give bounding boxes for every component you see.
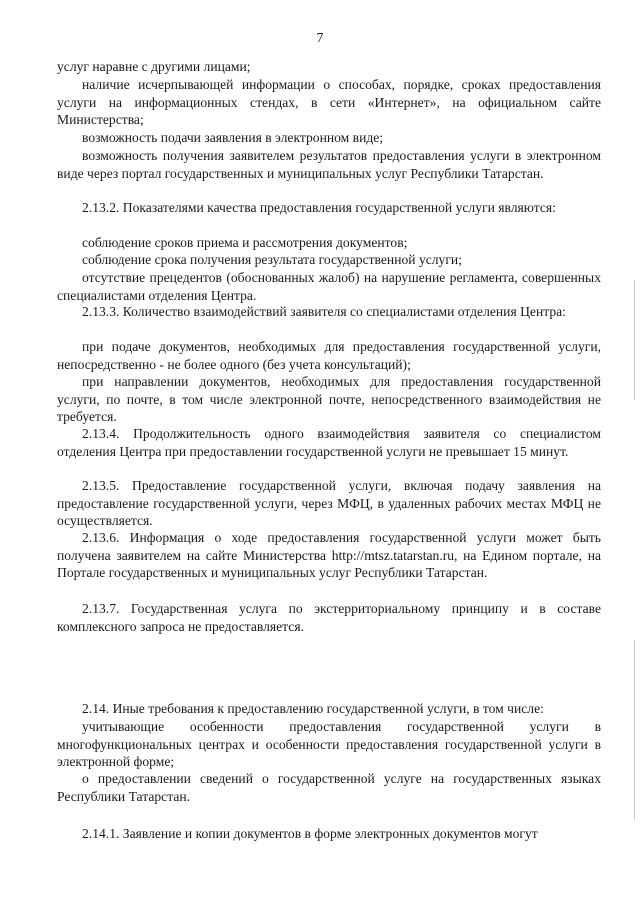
paragraph-15: 2.13.7. Государственная услуга по экстерриториальному принципу и в составе комплексного запроса не предоставляется. bbox=[57, 601, 601, 634]
paragraph-1: услуг наравне с другими лицами; bbox=[57, 59, 251, 74]
paragraph-16: 2.14. Иные требования к предоставлению государственной услуги, в том числе: bbox=[82, 701, 544, 716]
paragraph-18: о предоставлении сведений о государственной услуге на государственных языках Республики Татарстан. bbox=[57, 771, 601, 804]
paragraph-10: при подаче документов, необходимых для предоставления государственной услуги, непосредственно - не более одного (без учета консультаций); bbox=[57, 339, 601, 372]
page-number: 7 bbox=[316, 31, 324, 46]
paragraph-19: 2.14.1. Заявление и копии документов в форме электронных документов могут bbox=[82, 826, 538, 841]
scan-artifact-line bbox=[634, 640, 635, 820]
paragraph-7: соблюдение срока получения результата государственной услуги; bbox=[82, 252, 462, 267]
paragraph-3: возможность подачи заявления в электронном виде; bbox=[82, 130, 384, 145]
paragraph-17: учитывающие особенности предоставления государственной услуги в многофункциональных центрах и особенности предоставления государственной услуги в электронной форме; bbox=[57, 719, 601, 770]
paragraph-12: 2.13.4. Продолжительность одного взаимодействия заявителя со специалистом отделения Центра при предоставлении государственной услуги не превышает 15 минут. bbox=[57, 426, 601, 459]
paragraph-6: соблюдение сроков приема и рассмотрения документов; bbox=[82, 235, 408, 250]
paragraph-11: при направлении документов, необходимых для предоставления государственной услуги, по почте, в том числе электронной почте, непосредственного взаимодействия не требуется. bbox=[57, 374, 601, 425]
paragraph-2: наличие исчерпывающей информации о способах, порядке, сроках предоставления услуги на информационных стендах, в сети «Интернет», на официальном сайте Министерства; bbox=[57, 77, 601, 128]
paragraph-13: 2.13.5. Предоставление государственной услуги, включая подачу заявления на предоставление государственной услуги, через МФЦ, в удаленных рабочих местах МФЦ не осуществляется. bbox=[57, 478, 601, 529]
paragraph-4: возможность получения заявителем результатов предоставления услуги в электронном виде через портал государственных и муниципальных услуг Республики Татарстан. bbox=[57, 148, 601, 181]
paragraph-5: 2.13.2. Показателями качества предоставления государственной услуги являются: bbox=[82, 200, 556, 215]
paragraph-8: отсутствие прецедентов (обоснованных жалоб) на нарушение регламента, совершенных специалистами отделения Центра. bbox=[57, 270, 601, 303]
paragraph-14: 2.13.6. Информация о ходе предоставления государственной услуги может быть получена заявителем на сайте Министерства http://mtsz.tatarstan.ru, на Едином портале, на Портале государственных и муниципальных услуг Республики Татарстан. bbox=[57, 530, 601, 581]
paragraph-9: 2.13.3. Количество взаимодействий заявителя со специалистами отделения Центра: bbox=[82, 304, 566, 319]
scan-artifact-line bbox=[634, 280, 635, 400]
